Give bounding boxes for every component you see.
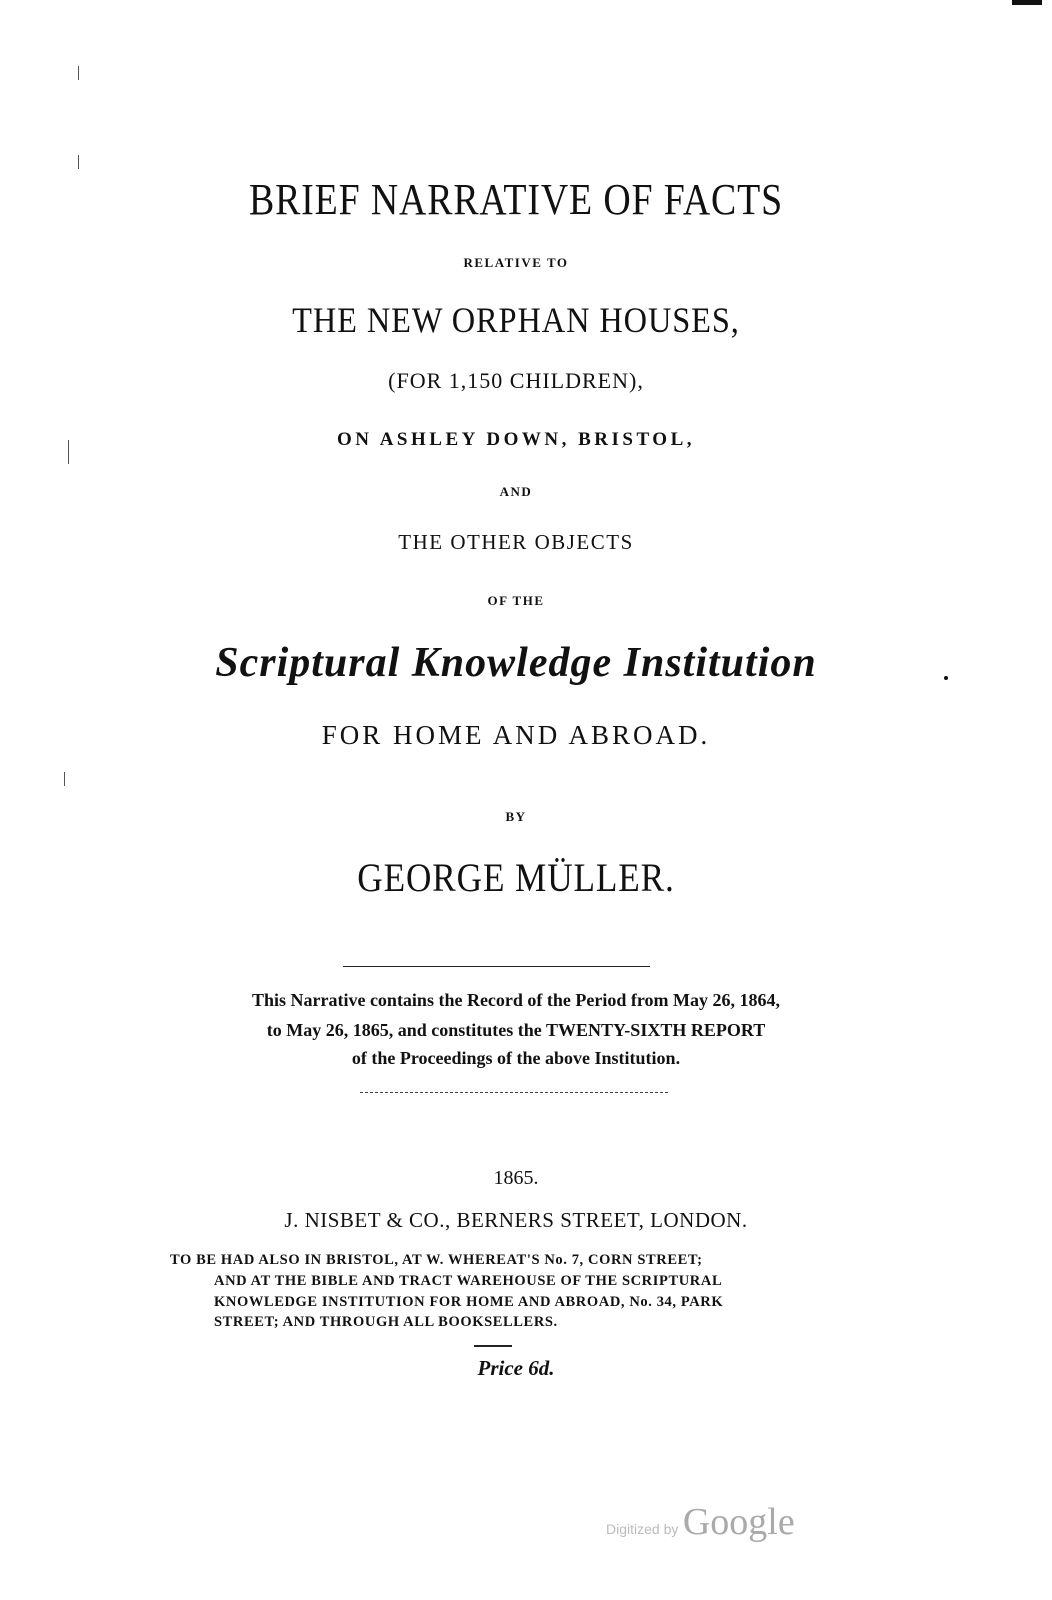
book-title: BRIEF NARRATIVE OF FACTS	[248, 175, 784, 224]
digitized-by-google-watermark	[606, 1500, 795, 1544]
institution-name: Scriptural Knowledge Institution	[215, 640, 817, 686]
divider-rule	[360, 1092, 668, 1093]
divider-rule	[343, 966, 650, 967]
location: ON ASHLEY DOWN, BRISTOL,	[337, 429, 695, 450]
author-name: GEORGE MÜLLER.	[357, 855, 675, 900]
relative-to: RELATIVE TO	[463, 255, 569, 270]
description-line: This Narrative contains the Record of the Period from May 26, 1864,	[251, 990, 781, 1010]
scan-speck	[78, 155, 79, 169]
by-label: BY	[505, 809, 527, 824]
price: Price 6d.	[477, 1356, 555, 1380]
of-the: OF THE	[487, 593, 545, 608]
watermark-prefix: Digitized by	[606, 1521, 679, 1537]
availability-line: STREET; AND THROUGH ALL BOOKSELLERS.	[214, 1314, 558, 1330]
google-logo: Google	[682, 1501, 795, 1543]
subject-heading: THE NEW ORPHAN HOUSES,	[292, 300, 740, 340]
capacity: (FOR 1,150 CHILDREN),	[388, 368, 644, 393]
scan-speck	[78, 66, 79, 80]
availability-line: TO BE HAD ALSO IN BRISTOL, AT W. WHEREAT'S No. 7, CORN STREET;	[170, 1252, 703, 1268]
short-rule	[474, 1345, 512, 1347]
scan-speck	[68, 440, 69, 464]
scan-speck	[944, 676, 948, 680]
availability-line: KNOWLEDGE INSTITUTION FOR HOME AND ABROAD, No. 34, PARK	[214, 1294, 724, 1310]
and-connector: AND	[499, 484, 533, 499]
publication-year: 1865.	[493, 1167, 539, 1189]
scan-speck	[64, 772, 65, 786]
publisher: J. NISBET & CO., BERNERS STREET, LONDON.	[284, 1208, 748, 1232]
scan-edge-mark	[1012, 0, 1042, 5]
description-line: to May 26, 1865, and constitutes the TWENTY-SIXTH REPORT	[266, 1020, 766, 1040]
for-home-and-abroad: FOR HOME AND ABROAD.	[321, 720, 711, 750]
availability-line: AND AT THE BIBLE AND TRACT WAREHOUSE OF THE SCRIPTURAL	[214, 1273, 723, 1289]
description-line: of the Proceedings of the above Institution.	[351, 1048, 681, 1068]
other-objects: THE OTHER OBJECTS	[398, 530, 634, 554]
